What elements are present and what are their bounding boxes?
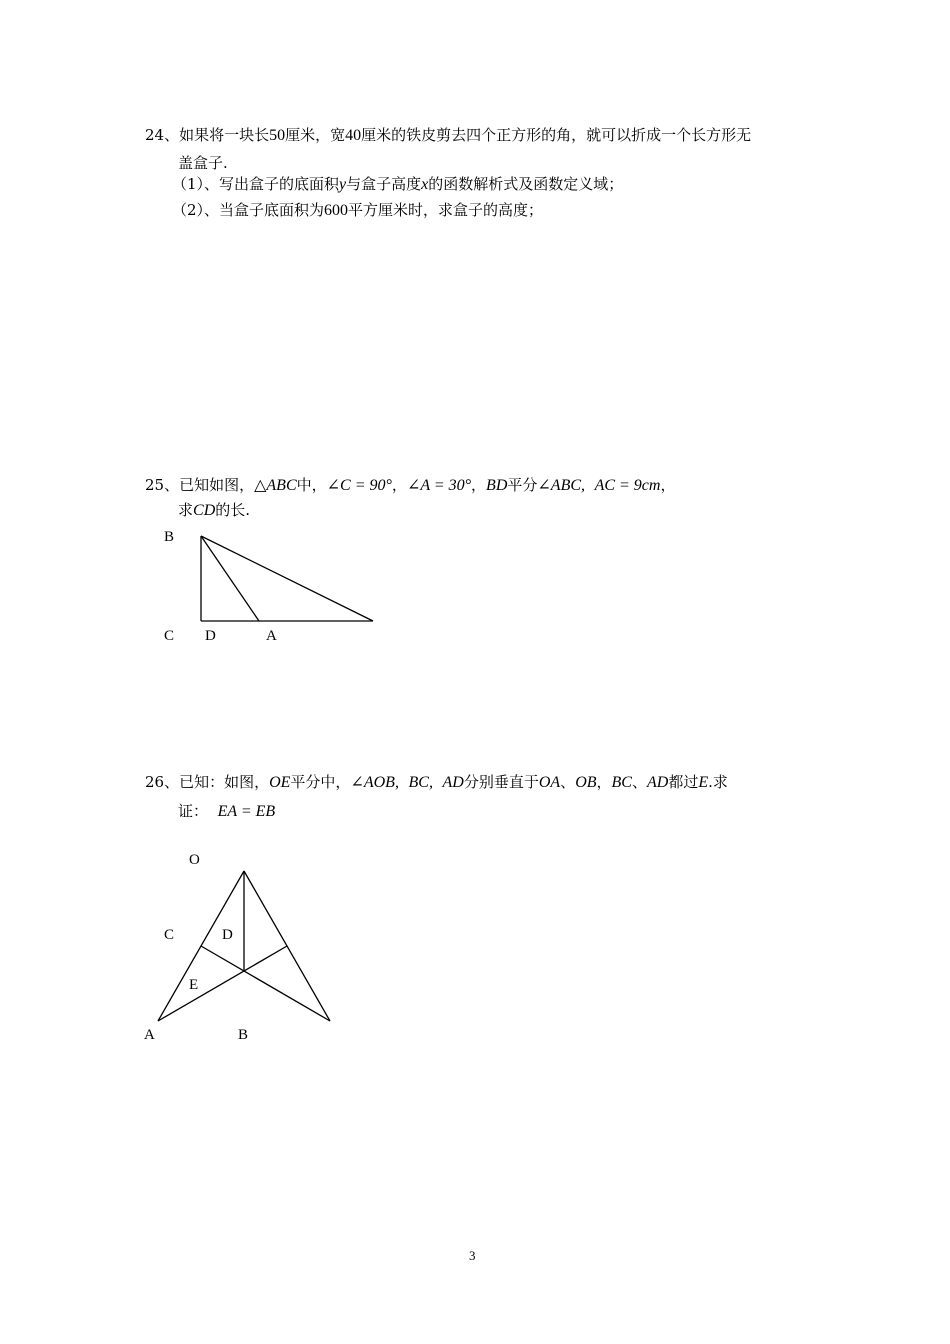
q25-text: 中， xyxy=(296,476,327,494)
math-var-x: x xyxy=(421,176,429,193)
q24-text: 24、如果将一块长 xyxy=(145,126,270,144)
math-ob: OB xyxy=(575,774,597,791)
q26-label-d: D xyxy=(222,927,233,943)
q24-text: 的函数解析式及函数定义域； xyxy=(428,175,624,193)
q25-label-c: C xyxy=(164,628,175,644)
q24-text: （2）、当盒子底面积为 xyxy=(172,201,325,219)
q26-segment-da xyxy=(158,946,287,1021)
q26-text: ， xyxy=(596,773,612,791)
q25-text: 25、已知如图， xyxy=(145,476,255,494)
math-bd: BD xyxy=(486,477,508,494)
q25-segment-ba xyxy=(201,536,373,621)
q26-text: 证： xyxy=(178,802,209,820)
q25-text: ， xyxy=(391,476,407,494)
q26-text: 都过 xyxy=(668,773,699,791)
q25-text: ， xyxy=(660,476,676,494)
math-ad: AD xyxy=(442,774,464,791)
q25-text: 平分 xyxy=(507,476,538,494)
math-var-y: y xyxy=(339,176,347,193)
q25-label-d: D xyxy=(205,628,216,644)
q26-line-2 xyxy=(178,801,275,822)
q24-text: 盖盒子. xyxy=(178,154,228,172)
q26-text: 、 xyxy=(560,773,576,791)
math-e: E xyxy=(698,774,709,791)
q26-text: 、 xyxy=(631,773,647,791)
q26-text: 分别垂直于 xyxy=(463,773,539,791)
math-ad: AD xyxy=(647,774,669,791)
q26-text: 26、已知：如图， xyxy=(145,773,270,791)
math-angle-abc: ∠ABC, xyxy=(537,477,586,494)
q26-text: 平分中， xyxy=(290,773,351,791)
page-number: 3 xyxy=(469,1248,476,1263)
q24-text: 厘米的铁皮剪去四个正方形的角，就可以折成一个长方形无 xyxy=(361,126,752,144)
q26-label-c: C xyxy=(164,927,175,943)
q25-text: ， xyxy=(471,476,487,494)
math-ea-eq-eb: EA = EB xyxy=(217,803,276,820)
q24-area-value: 600 xyxy=(324,202,349,219)
q26-diagram xyxy=(158,871,330,1021)
q25-label-b: B xyxy=(164,529,175,545)
q26-line-1 xyxy=(145,772,728,793)
q25-text: 求 xyxy=(178,501,194,519)
q24-text: 厘米，宽 xyxy=(285,126,346,144)
math-cd: CD xyxy=(193,502,216,519)
q26-text: .求 xyxy=(708,773,728,791)
q26-label-o: O xyxy=(189,852,200,868)
math-triangle-abc: △ABC xyxy=(254,477,297,494)
math-angle-c: ∠C = 90° xyxy=(326,477,392,494)
q26-label-a: A xyxy=(144,1027,155,1043)
q25-label-a: A xyxy=(266,628,277,644)
math-oe: OE xyxy=(269,774,291,791)
q25-segment-bd xyxy=(201,536,259,621)
q26-segment-cb xyxy=(201,946,330,1021)
math-angle-aob: ∠AOB, xyxy=(350,774,399,791)
q24-width-value: 40 xyxy=(345,127,362,144)
math-bc: BC, xyxy=(408,774,433,791)
q24-text: 与盒子高度 xyxy=(346,175,422,193)
math-oa: OA xyxy=(538,774,561,791)
q26-label-b: B xyxy=(238,1027,249,1043)
math-bc: BC xyxy=(611,774,632,791)
q24-text: （1）、写出盒子的底面积 xyxy=(172,175,340,193)
q25-text: 的长. xyxy=(215,501,251,519)
q24-text: 平方厘米时，求盒子的高度； xyxy=(348,201,544,219)
math-ac: AC = 9cm xyxy=(594,477,661,494)
q24-length-value: 50 xyxy=(269,127,286,144)
math-angle-a: ∠A = 30° xyxy=(406,477,472,494)
q26-label-e: E xyxy=(189,977,199,993)
